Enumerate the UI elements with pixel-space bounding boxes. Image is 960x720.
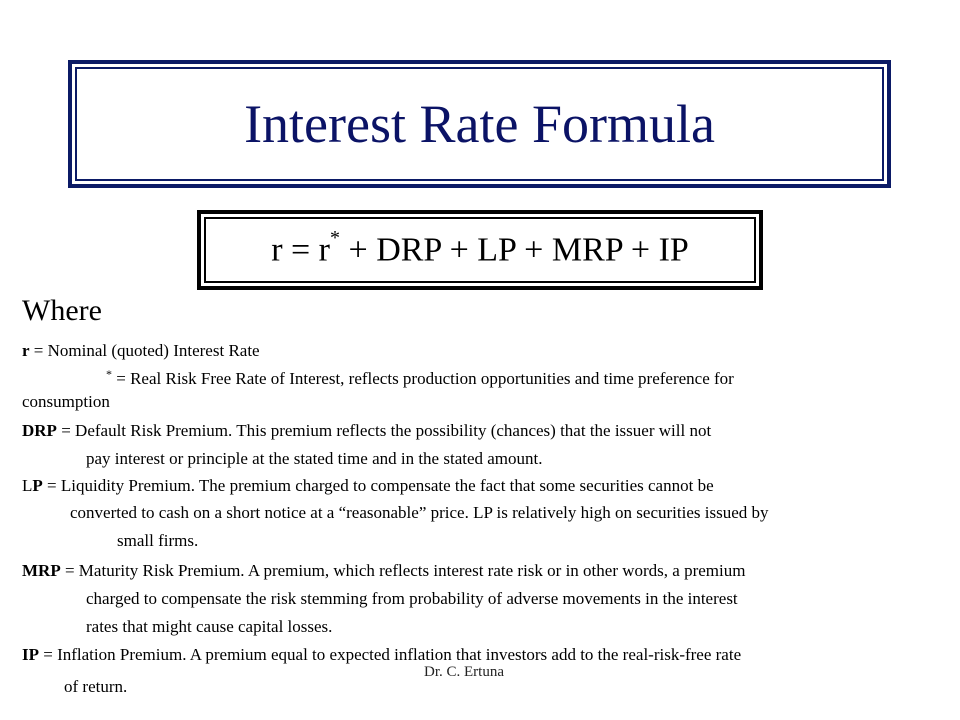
def-mrp-cont1: charged to compensate the risk stemming from probability of adverse movements in the interest — [86, 589, 738, 608]
where-heading: Where — [22, 294, 102, 327]
formula-star: * — [330, 226, 341, 249]
def-rstar-star: * — [106, 367, 112, 381]
formula-rhs: + DRP + LP + MRP + IP — [340, 231, 689, 269]
title-inner-frame — [75, 67, 884, 181]
title-frame — [68, 60, 891, 188]
def-lp-text: = Liquidity Premium. The premium charged to compensate the fact that some securities cannot be — [42, 476, 714, 495]
def-ip — [22, 645, 741, 665]
slide-title: Interest Rate Formula — [244, 94, 715, 154]
def-r — [22, 341, 260, 361]
def-mrp — [22, 561, 745, 581]
formula — [271, 226, 689, 269]
def-ip-term: IP — [22, 645, 39, 664]
def-ip-cont: of return. — [64, 677, 128, 696]
def-lp-cont2: small firms. — [117, 531, 199, 550]
def-mrp-cont2: rates that might cause capital losses. — [86, 617, 333, 636]
def-mrp-term: MRP — [22, 561, 61, 580]
def-lp — [22, 476, 714, 496]
formula-frame — [197, 210, 763, 290]
footer-author: Dr. C. Ertuna — [424, 664, 504, 680]
def-ip-text: = Inflation Premium. A premium equal to expected inflation that investors add to the real-risk-free rate — [39, 645, 742, 664]
def-lp-term-bold: P — [32, 476, 43, 495]
def-r-text: = Nominal (quoted) Interest Rate — [29, 341, 260, 360]
def-rstar-cont: consumption — [22, 392, 110, 411]
def-drp — [22, 421, 711, 441]
def-rstar-text: = Real Risk Free Rate of Interest, reflects production opportunities and time preference for — [112, 369, 734, 388]
formula-lhs: r = r — [271, 231, 331, 269]
def-lp-term-prefix: L — [22, 476, 33, 495]
def-lp-cont1: converted to cash on a short notice at a “reasonable” price. LP is relatively high on securities issued by — [70, 503, 769, 522]
def-drp-text: = Default Risk Premium. This premium reflects the possibility (chances) that the issuer will not — [56, 421, 712, 440]
def-drp-cont: pay interest or principle at the stated time and in the stated amount. — [86, 449, 543, 468]
def-rstar — [106, 369, 734, 390]
def-mrp-text: = Maturity Risk Premium. A premium, which reflects interest rate risk or in other words, a premium — [60, 561, 746, 580]
formula-inner-frame — [204, 217, 756, 283]
def-r-term: r — [22, 341, 30, 360]
def-drp-term: DRP — [22, 421, 57, 440]
